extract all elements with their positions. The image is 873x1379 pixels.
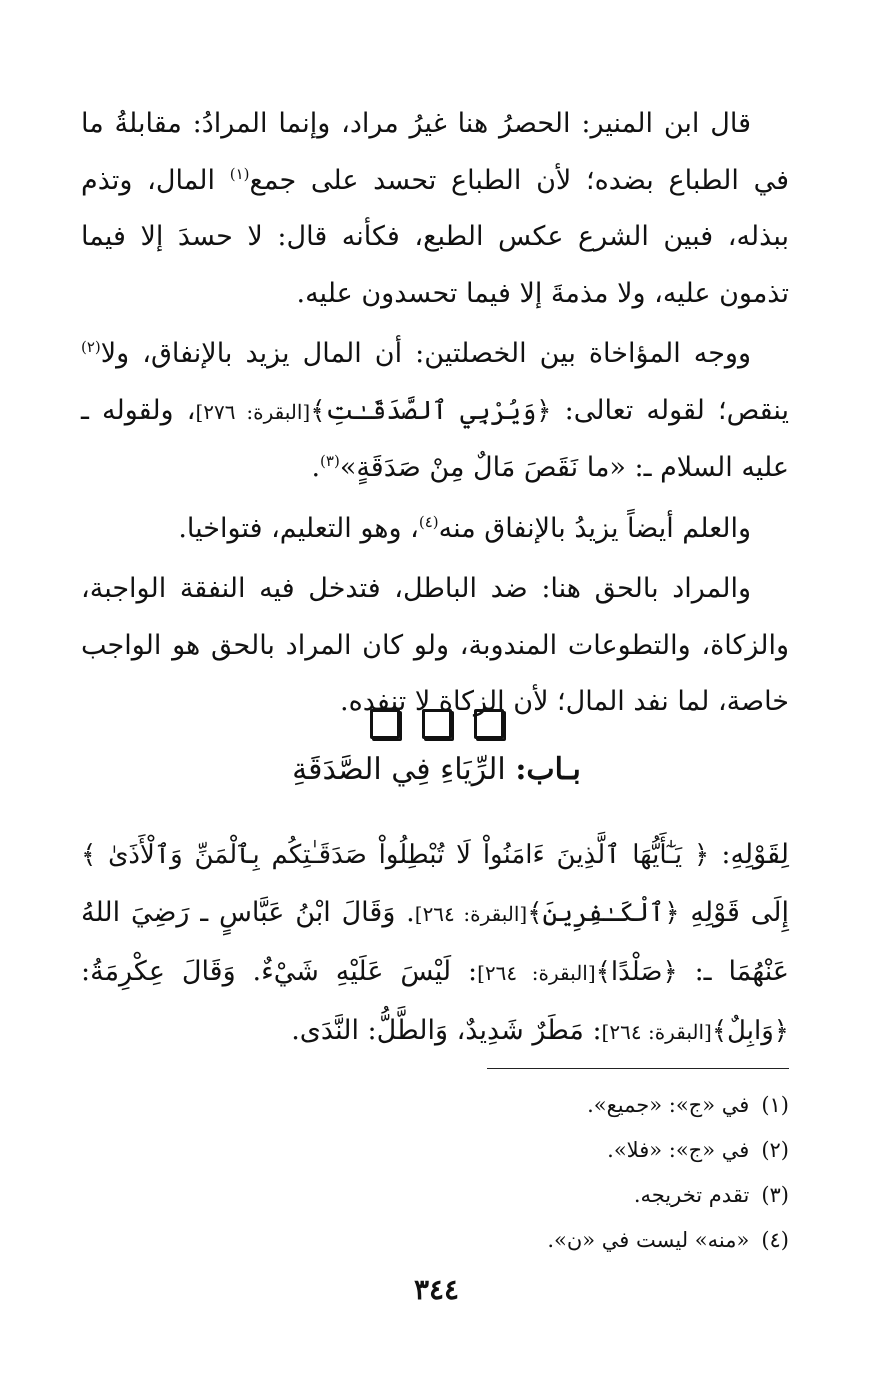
footnote-item — [81, 1128, 789, 1173]
paragraph-2 — [81, 326, 789, 497]
text-run: ، ولقوله ـ عليه السلام ـ: «ما نَقَصَ مَالٌ مِنْ صَدَقَةٍ» — [81, 394, 789, 483]
quran-verse: ﴿صَلْدًا﴾ — [595, 957, 678, 987]
paragraph-3 — [81, 501, 789, 558]
chapter-heading — [0, 752, 873, 787]
footnote-text: في «ج»: «جميع». — [587, 1093, 750, 1117]
main-text — [81, 96, 789, 731]
text-run: والعلم أيضاً يزيدُ بالإنفاق منه — [438, 512, 751, 544]
page-number: ٣٤٤ — [413, 1273, 460, 1306]
footnote-item — [81, 1218, 789, 1263]
text-run: المال، وتذم ببذله، فبين الشرع عكس الطبع، فكأنه قال: لا حسدَ إلا فيما تذمون عليه، ولا مذمةَ إلا فيما تحسدون عليه. — [81, 164, 789, 309]
text-run: لِقَوْلِهِ: — [709, 839, 789, 870]
footnote-text: «منه» ليست في «ن». — [547, 1228, 750, 1252]
paragraph-1 — [81, 96, 789, 322]
square-ornament-icon — [474, 709, 504, 739]
text-run: . وَقَالَ ابْنُ عَبَّاسٍ ـ رَضِيَ اللهُ عَنْهُمَا ـ: — [81, 897, 789, 987]
quran-verse: ﴿وَيُرْبِي ٱلصَّدَقَـٰتِ﴾ — [310, 395, 552, 426]
quran-verse: ﴿وَابِلٌ﴾ — [711, 1016, 789, 1046]
text-run: إِلَى قَوْلِهِ — [679, 897, 789, 928]
footnote-marker[interactable]: (٢) — [81, 338, 101, 356]
footnote-item — [81, 1173, 789, 1218]
footnotes — [81, 1083, 789, 1263]
footnote-marker[interactable]: (٣) — [320, 452, 340, 470]
chapter-paragraph — [81, 826, 789, 1061]
chapter-label: بـاب: — [515, 752, 581, 787]
footnote-number: (٤) — [761, 1228, 789, 1252]
quran-verse: ﴿ٱلْكَـٰفِرِينَ﴾ — [527, 898, 680, 928]
footnote-item — [81, 1083, 789, 1128]
footnote-separator — [487, 1068, 789, 1069]
footnote-text: في «ج»: «فلا». — [607, 1138, 750, 1162]
footnote-marker[interactable]: (٤) — [418, 512, 439, 531]
chapter-text — [81, 826, 789, 1061]
quran-verse: ﴿ يَـٰٓأَيُّهَا ٱلَّذِينَ ءَامَنُواْ لَا تُبْطِلُواْ صَدَقَـٰتِكُم بِٱلْمَنِّ وَٱلْأَذَىٰ ﴾ — [81, 840, 710, 870]
text-run: : مَطَرٌ شَدِيدٌ، وَالطَّلُّ: النَّدَى. — [291, 1015, 602, 1046]
footnote-number: (٢) — [761, 1138, 789, 1162]
text-run: ، وهو التعليم، فتواخيا. — [178, 512, 419, 544]
footnote-number: (١) — [761, 1093, 789, 1117]
text-run: : لَيْسَ عَلَيْهِ شَيْءٌ. وَقَالَ عِكْرِمَةُ: — [81, 956, 478, 987]
footnote-text: تقدم تخريجه. — [633, 1183, 750, 1207]
text-run: ووجه المؤاخاة بين الخصلتين: أن المال يزيد بالإنفاق، ولا — [100, 338, 751, 369]
section-divider — [0, 709, 873, 739]
footnote-marker[interactable]: (١) — [229, 164, 250, 183]
text-run: ينقص؛ لقوله تعالى: — [551, 394, 789, 426]
verse-reference: [البقرة: ٢٦٤] — [601, 1020, 712, 1044]
text-run: قال ابن المنير: الحصرُ هنا غيرُ مراد، وإنما المرادُ: مقابلةُ ما في الطباع بضده؛ لأن الطباع تحسد على جمع — [81, 108, 789, 196]
verse-reference: [البقرة: ٢٦٤] — [414, 902, 528, 926]
footnote-number: (٣) — [761, 1183, 789, 1207]
chapter-title: الرِّيَاءِ فِي الصَّدَقَةِ — [292, 752, 516, 787]
paragraph-4: والمراد بالحق هنا: ضد الباطل، فتدخل فيه النفقة الواجبة، والزكاة، والتطوعات المندوبة، ولو كان المراد بالحق هو الواجب خاصة، لما نفد المال؛ لأن الزكاة لا تنفده. — [81, 573, 789, 717]
text-run: . — [311, 452, 321, 483]
verse-reference: [البقرة: ٢٦٤] — [477, 961, 596, 985]
square-ornament-icon — [422, 709, 452, 739]
square-ornament-icon — [370, 709, 400, 739]
verse-reference: [البقرة: ٢٧٦] — [195, 399, 311, 424]
